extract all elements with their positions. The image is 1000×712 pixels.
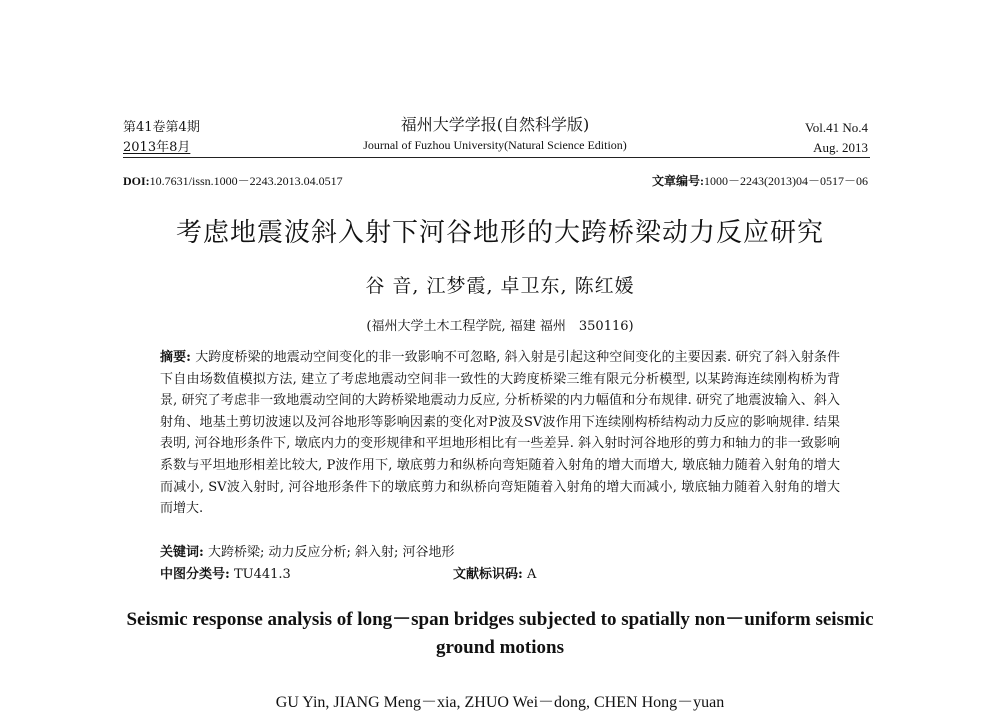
journal-volume-info-en xyxy=(805,118,868,158)
clc-number xyxy=(160,563,291,582)
journal-name xyxy=(330,114,660,154)
paper-title-cn: 考虑地震波斜入射下河谷地形的大跨桥梁动力反应研究 xyxy=(175,218,824,248)
document-code-text: A xyxy=(522,567,537,582)
clc-label: 中图分类号: xyxy=(160,567,230,582)
doi-line xyxy=(123,172,343,189)
volume-issue-cn: 第41卷第4期 xyxy=(123,120,200,135)
doi-label: DOI: xyxy=(123,174,150,188)
article-number-value: 1000－2243(2013)04－0517－06 xyxy=(704,174,868,188)
authors-cn: 谷 音, 江梦霞, 卓卫东, 陈红媛 xyxy=(365,275,635,297)
article-number-label: 文章编号: xyxy=(652,174,704,188)
journal-name-en: Journal of Fuzhou University(Natural Science Edition) xyxy=(363,138,627,152)
clc-text: TU441.3 xyxy=(229,567,291,582)
document-code-label: 文献标识码: xyxy=(453,567,523,582)
date-cn: 2013年8月 xyxy=(123,140,191,155)
header-rule xyxy=(123,157,870,158)
authors-en: GU Yin, JIANG Meng－xia, ZHUO Wei－dong, CHEN Hong－yuan xyxy=(275,694,725,711)
document-code xyxy=(453,563,536,582)
affiliation-cn: (福州大学土木工程学院, 福建 福州 350116) xyxy=(366,319,634,334)
keywords-label: 关键词: xyxy=(160,545,204,560)
abstract-text: 大跨度桥梁的地震动空间变化的非一致影响不可忽略, 斜入射是引起这种空间变化的主要因素. 研究了斜入射条件下自由场数值模拟方法, 建立了考虑地震动空间非一致性的大跨度桥梁三维有限元分析模型, 以某跨海连续刚构桥为背景, 研究了考虑非一致地震动空间的大跨桥梁地震动力反应, 分析桥梁的内力幅值和分布规律. 研究了地震波输入、斜入射角、地基土剪切波速以及河谷地形等影响因素的变化对P波及SV波作用下连续刚构桥结构动力反应的影响规律. 结果表明, 河谷地形条件下, 墩底内力的变形规律和平坦地形相比有一些差异. 斜入射时河谷地形的剪力和轴力的非一致影响系数与平坦地形相差比较大, P波作用下, 墩底剪力和纵桥向弯矩随着入射角的增大而增大, 墩底轴力随着入射角的增大而减小, SV波入射时, 河谷地形条件下的墩底剪力和纵桥向弯矩随着入射角的增大而减小, 墩底轴力随着入射角的增大而增大. xyxy=(160,350,840,517)
abstract-cn xyxy=(160,347,840,520)
keywords-text: 大跨桥梁; 动力反应分析; 斜入射; 河谷地形 xyxy=(203,545,455,560)
journal-volume-info xyxy=(123,118,200,158)
paper-title-en: Seismic response analysis of long－span bridges subjected to spatially non－uniform seismic ground motions xyxy=(126,609,874,658)
abstract-label: 摘要: xyxy=(160,350,191,365)
date-en: Aug. 2013 xyxy=(813,140,868,155)
keywords xyxy=(160,541,454,560)
article-number xyxy=(652,172,868,189)
journal-name-cn: 福州大学学报(自然科学版) xyxy=(400,115,590,134)
volume-issue-en: Vol.41 No.4 xyxy=(805,120,868,135)
doi-value: 10.7631/issn.1000－2243.2013.04.0517 xyxy=(149,174,343,188)
